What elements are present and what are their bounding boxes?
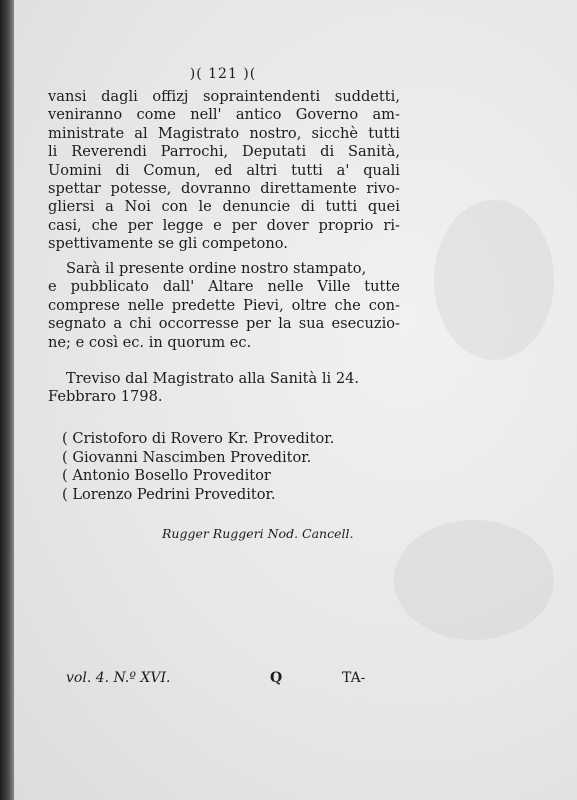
- text-line: Sarà il presente ordine nostro stampato,: [66, 260, 367, 277]
- signatory: ( Cristoforo di Rovero Kr. Proveditor.: [62, 430, 335, 447]
- dateline-date: Febbraro 1798.: [48, 388, 163, 406]
- paragraph-order: [48, 260, 400, 352]
- text-line: spettar potesse, dovranno direttamente rivo-: [48, 179, 400, 197]
- page-number-header: )( 121 )(: [189, 66, 257, 82]
- page-edge-shadow: [0, 0, 14, 800]
- catchword: TA-: [342, 670, 366, 686]
- paper-stain: [434, 200, 554, 360]
- text-line: Uomini di Comun, ed altri tutti a' quali: [48, 161, 400, 179]
- text-line: ministrate al Magistrato nostro, sicchè tutti: [48, 124, 400, 142]
- dateline: [48, 370, 400, 407]
- signature-mark: Q: [270, 670, 283, 686]
- signatory: ( Giovanni Nascimben Proveditor.: [62, 448, 312, 466]
- text-line: gliersi a Noi con le denuncie di tutti quei: [48, 198, 400, 216]
- paragraph-continuation: [48, 88, 400, 254]
- text-line: segnato a chi occorresse per la sua esecuzio-: [48, 315, 400, 333]
- text-line: li Reverendi Parrochi, Deputati di Sanità,: [48, 143, 400, 161]
- text-line: veniranno come nell' antico Governo am-: [48, 106, 400, 124]
- signatory: ( Antonio Bosello Proveditor: [62, 467, 271, 485]
- signatories-block: [62, 430, 334, 504]
- paper-stain: [394, 520, 554, 640]
- chancellor-signature: Rugger Ruggeri Nod. Cancell.: [162, 526, 354, 541]
- dateline-place: Treviso dal Magistrato alla Sanità li 24.: [66, 370, 360, 387]
- text-line: spettivamente se gli competono.: [48, 235, 288, 253]
- volume-mark: vol. 4. N.º XVI.: [66, 670, 171, 686]
- text-line: comprese nelle predette Pievi, oltre che con-: [48, 296, 400, 314]
- text-line: e pubblicato dall' Altare nelle Ville tutte: [48, 278, 400, 296]
- text-line: casi, che per legge e per dover proprio ri-: [48, 216, 400, 234]
- text-line: ne; e così ec. in quorum ec.: [48, 333, 252, 351]
- signatory: ( Lorenzo Pedrini Proveditor.: [62, 485, 276, 503]
- text-line: vansi dagli offizj sopraintendenti suddetti,: [48, 88, 400, 105]
